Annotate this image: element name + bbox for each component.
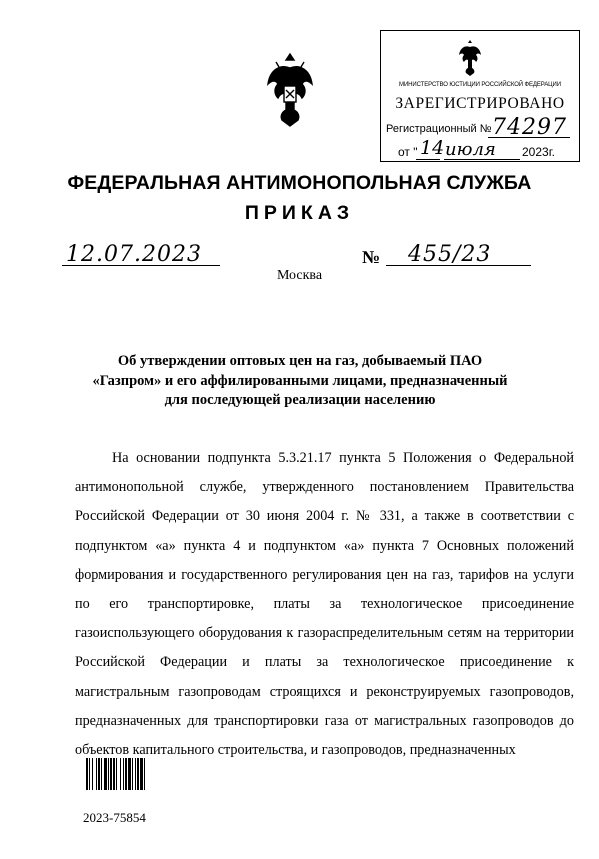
- stamp-emblem-icon: [455, 38, 485, 78]
- stamp-date-prefix: от ": [398, 145, 418, 159]
- stamp-date-year: 2023г.: [522, 145, 555, 159]
- number-sign: №: [362, 247, 381, 267]
- stamp-date-month: июля: [445, 139, 496, 160]
- number-underline: [386, 265, 531, 266]
- agency-name: ФЕДЕРАЛЬНАЯ АНТИМОНОПОЛЬНАЯ СЛУЖБА: [67, 172, 532, 194]
- stamp-registered: ЗАРЕГИСТРИРОВАНО: [395, 95, 565, 112]
- city: Москва: [276, 268, 323, 283]
- stamp-number-underline: [488, 137, 570, 138]
- stamp-ministry: МИНИСТЕРСТВО ЮСТИЦИИ РОССИЙСКОЙ ФЕДЕРАЦИИ: [399, 82, 561, 88]
- stamp-reg-number: 74297: [492, 115, 567, 140]
- order-number: 455/23: [408, 242, 492, 267]
- stamp-date-day: 14: [420, 137, 445, 159]
- stamp-reg-number-label: Регистрационный №: [386, 123, 492, 135]
- stamp-day-underline: [416, 159, 440, 160]
- coat-of-arms-emblem: [262, 50, 318, 130]
- order-title: Об утверждении оптовых цен на газ, добываемый ПАО «Газпром» и его аффилированными лицами, предназначенный для последующей реализации населению: [92, 353, 508, 408]
- order-date: 12.07.2023: [66, 242, 202, 267]
- document-type: ПРИКАЗ: [244, 202, 355, 224]
- stamp-month-underline: [444, 159, 520, 160]
- barcode-code: 2023-75854: [83, 810, 146, 825]
- date-underline: [62, 265, 220, 266]
- barcode: [86, 758, 178, 790]
- body-paragraph: На основании подпункта 5.3.21.17 пункта 5 Положения о Федеральной антимонопольной службе, утвержденного постановлением Правительства Российской Федерации от 30 июня 2004 г. № 331, а также в соответствии с подпунктом «а» пункта 4 и подпунктом «а» пункта 7 Основных положений формирования и государственного регулирования цен на газ, тарифов на услуги по его транспортировке, платы за технологическое присоединение газоиспользующего оборудования к газораспределительным сетям на территории Российской Федерации и платы за технологическое присоединение к магистральным газопроводам строящихся и реконструируемых газопроводов, предназначенных для транспортировки газа от магистральных газопроводов до объектов капитального строительства, и газопроводов, предназначенных: [75, 450, 574, 759]
